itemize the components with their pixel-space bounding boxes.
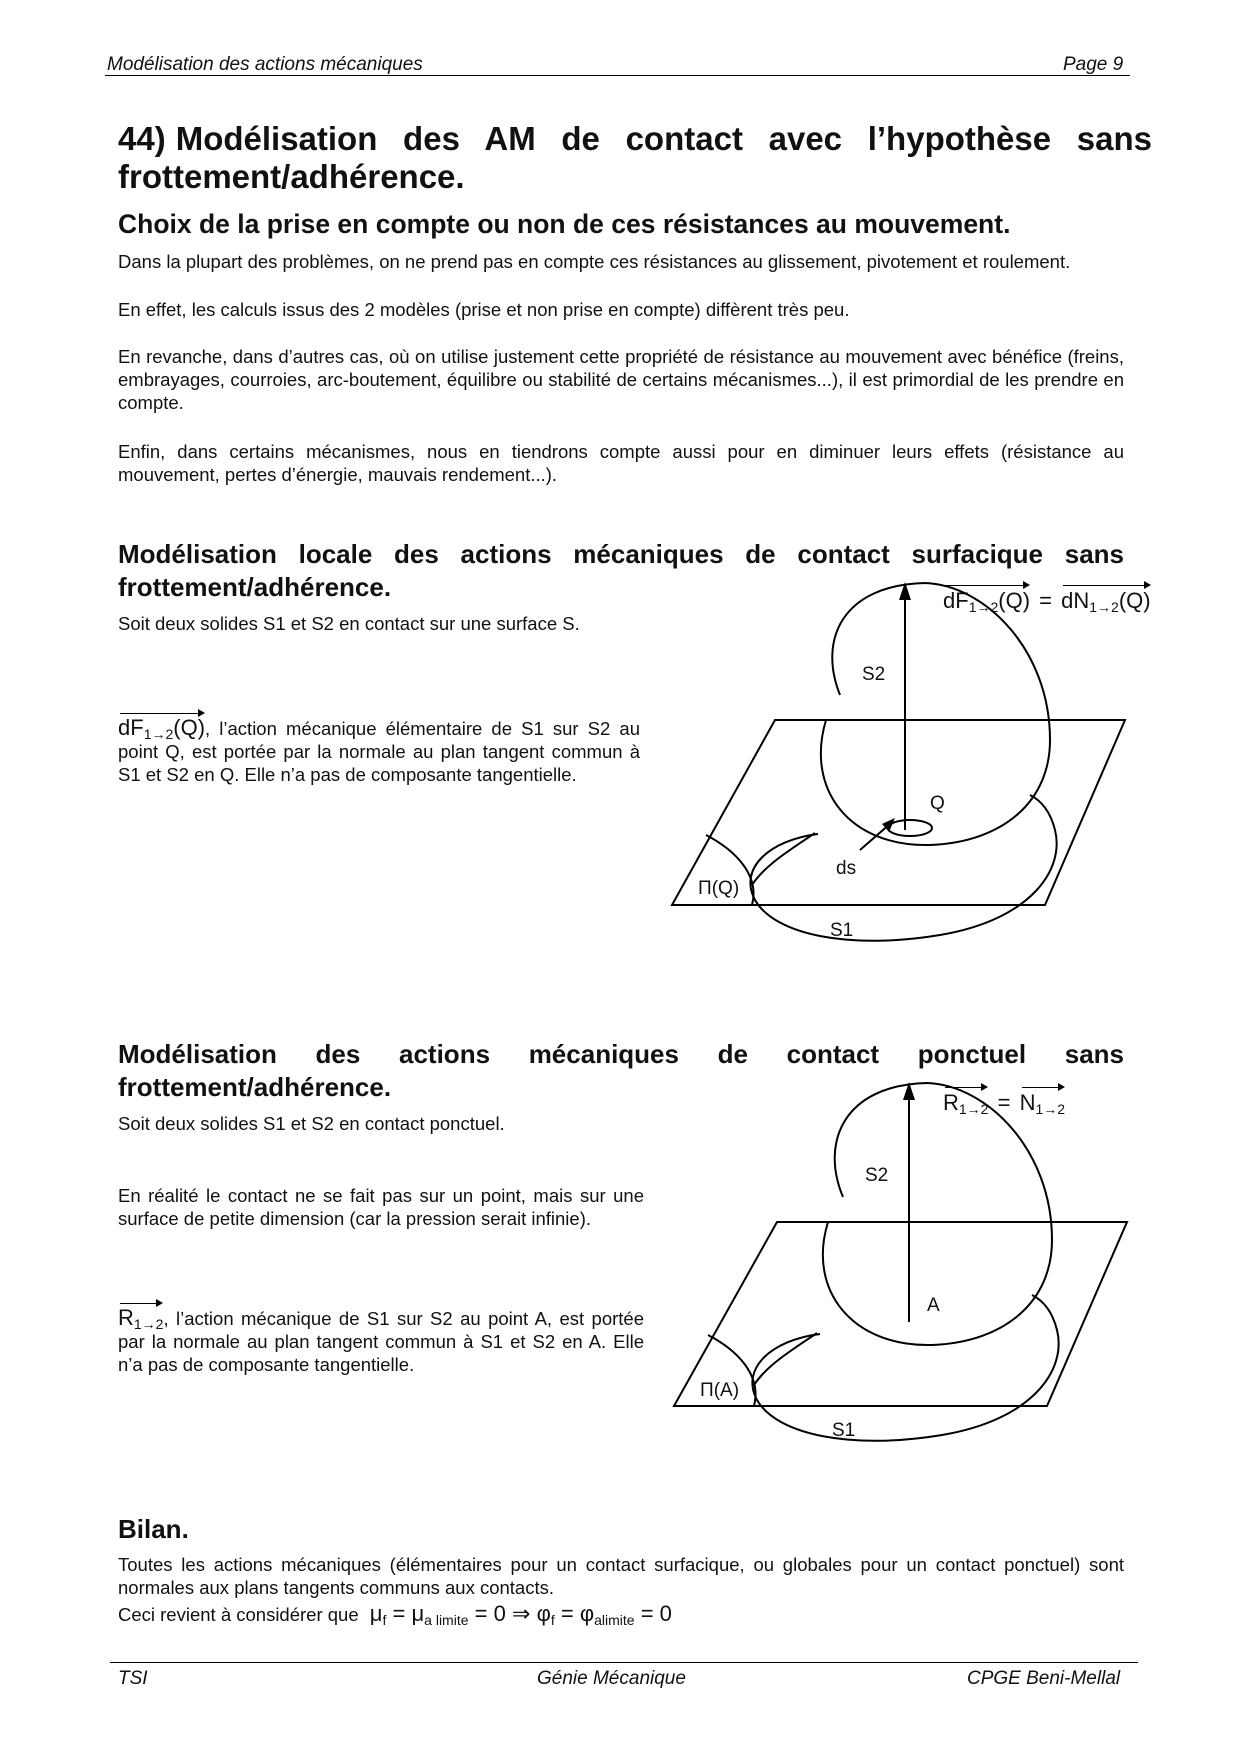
label-ds: ds xyxy=(836,858,857,879)
label-point-a: A xyxy=(927,1295,940,1316)
footer-rule xyxy=(110,1662,1138,1663)
tangent-plane-q xyxy=(672,720,1125,905)
label-s2-surface: S2 xyxy=(862,664,886,685)
footer-center: Génie Mécanique xyxy=(537,1668,686,1689)
paragraph-3: En revanche, dans d’autres cas, où on utilise justement cette propriété de résistance au mouvement avec bénéfice (freins, embrayages, courroies, arc-boutement, équilibre ou stabilité de certains mécanismes...), il est primordial de les prendre en compte. xyxy=(118,346,1124,413)
header-rule xyxy=(105,75,1130,76)
surface-equation: $dF_{1\to 2}(Q) = dN_{1\to 2}(Q)$ xyxy=(943,588,1151,615)
solid-s1-outline-2 xyxy=(752,1295,1058,1441)
point-vector-r: $R_{1\to 2}$ xyxy=(118,1305,164,1332)
surface-intro: Soit deux solides S1 et S2 en contact sur une surface S. xyxy=(118,613,580,634)
vector-n-12: $N_{1\to 2}$ xyxy=(1019,1090,1066,1117)
label-point-q: Q xyxy=(930,793,945,814)
paragraph-4: Enfin, dans certains mécanismes, nous en tiendrons compte aussi pour en diminuer leurs effets (résistance au mouvement, pertes d’énergie, mauvais rendement...). xyxy=(118,441,1124,485)
header-title: Modélisation des actions mécaniques xyxy=(107,54,423,75)
section-number: 44) xyxy=(118,120,166,157)
header-page: Page 9 xyxy=(1063,54,1124,75)
point-intro: Soit deux solides S1 et S2 en contact ponctuel. xyxy=(118,1113,505,1134)
bilan-title: Bilan. xyxy=(118,1514,189,1544)
footer-left: TSI xyxy=(118,1668,148,1689)
label-s2-point: S2 xyxy=(865,1165,889,1186)
section-title xyxy=(118,120,1152,158)
label-s1-point: S1 xyxy=(832,1420,856,1441)
solid-s1-fold xyxy=(752,833,815,885)
solid-s1-outline xyxy=(750,795,1056,941)
surface-title-line2: frottement/adhérence. xyxy=(118,572,392,602)
section-subtitle: Choix de la prise en compte ou non de ces résistances au mouvement. xyxy=(118,209,1011,239)
surface-vector-df: $dF_{1\to 2}(Q)$ xyxy=(118,715,206,742)
point-description: $R_{1\to 2}$, l’action mécanique de S1 sur S2 au point A, est portée par la normale au plan tangent commun à S1 et S2 en A. Elle n’a pas de composante tangentielle. xyxy=(118,1305,644,1375)
section-title-line1: Modélisation des AM de contact avec l’hypothèse sans xyxy=(175,120,1152,157)
label-s1-surface: S1 xyxy=(830,920,854,941)
surface-title-line1: Modélisation locale des actions mécaniques de contact surfacique sans xyxy=(118,539,1124,569)
vector-r-12: $R_{1\to 2}$ xyxy=(943,1090,989,1117)
bilan-conclusion: Ceci revient à considérer que $\mu_f = \mu_{a limite} = 0$ ⇒ $\varphi_f = \varphi_{alimite} = 0$ xyxy=(118,1601,672,1628)
point-equation: $R_{1\to 2} = N_{1\to 2}$ xyxy=(943,1090,1066,1117)
footer-right: CPGE Beni-Mellal xyxy=(967,1668,1121,1689)
section-title-line2: frottement/adhérence. xyxy=(118,158,465,195)
normal-arrowhead xyxy=(899,582,911,600)
solid-s1-fold-2 xyxy=(754,1333,817,1385)
ds-arrowhead xyxy=(882,818,895,832)
point-title-line1: Modélisation des actions mécaniques de contact ponctuel sans xyxy=(118,1039,1124,1069)
vector-dn-12-q: $dN_{1\to 2}(Q)$ xyxy=(1061,588,1151,615)
normal-arrowhead-2 xyxy=(903,1082,915,1100)
paragraph-1: Dans la plupart des problèmes, on ne prend pas en compte ces résistances au glissement, pivotement et roulement. xyxy=(118,251,1071,272)
vector-df-12-q: $dF_{1\to 2}(Q)$ xyxy=(943,588,1031,615)
paragraph-2: En effet, les calculs issus des 2 modèles (prise et non prise en compte) diffèrent très peu. xyxy=(118,299,850,320)
ds-arrow-line xyxy=(860,823,891,850)
point-title-line2: frottement/adhérence. xyxy=(118,1072,392,1102)
bilan-formula: $\mu_f = \mu_{a limite} = 0$ ⇒ $\varphi_f = \varphi_{alimite} = 0$ xyxy=(369,1601,672,1628)
bilan-paragraph: Toutes les actions mécaniques (élémentaires pour un contact surfacique, ou globales pour un contact ponctuel) sont normales aux plans tangents communs aux contacts. xyxy=(118,1554,1124,1598)
point-reality-paragraph: En réalité le contact ne se fait pas sur un point, mais sur une surface de petite dimension (car la pression serait infinie). xyxy=(118,1185,644,1229)
label-plane-q: Π(Q) xyxy=(698,878,740,899)
contact-area-ds xyxy=(888,820,932,836)
label-plane-a: Π(A) xyxy=(700,1380,740,1401)
surface-description: $dF_{1\to 2}(Q)$, l’action mécanique élémentaire de S1 sur S2 au point Q, est portée par la normale au plan tangent commun à S1 et S2 en Q. Elle n’a pas de composante tangentielle. xyxy=(118,715,640,785)
tangent-plane-a xyxy=(674,1222,1127,1406)
